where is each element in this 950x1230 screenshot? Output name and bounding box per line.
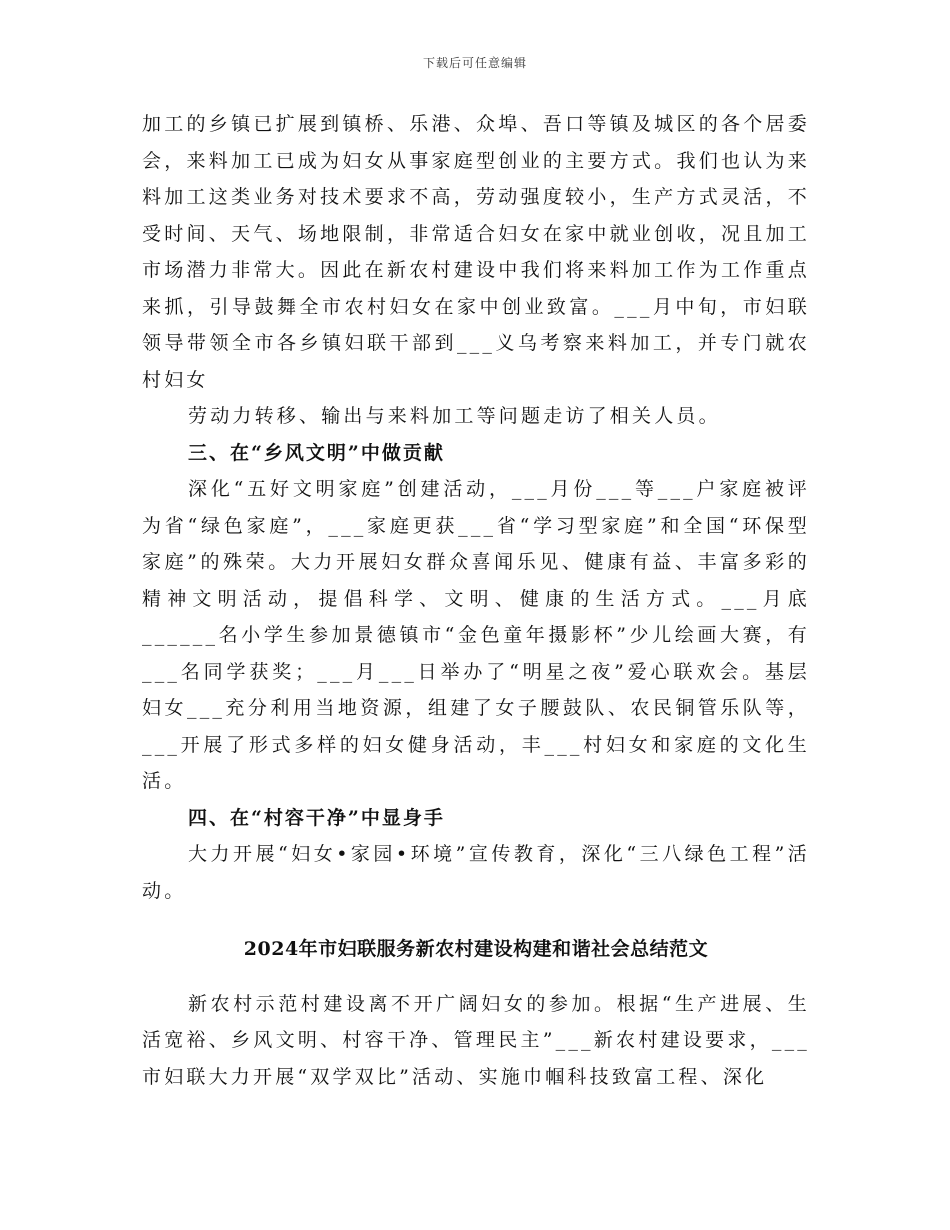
- paragraph-labor-transfer: 劳动力转移、输出与来料加工等问题走访了相关人员。: [188, 405, 721, 427]
- paragraph-demo-village: 新农村示范村建设离不开广阔妇女的参加。根据“生产进展、生活宽裕、乡风文明、村容干净、管理民主”___新农村建设要求，___市妇联大力开展“双学双比”活动、实施巾帼科技致富工程、深化: [142, 992, 810, 1088]
- document-body: [142, 106, 810, 1095]
- document-title: 2024年市妇联服务新农村建设构建和谐社会总结范文: [243, 938, 709, 960]
- section-heading-rural-civility: 三、在“乡风文明”中做贡献: [188, 441, 445, 464]
- paragraph-civility-activities: 深化“五好文明家庭”创建活动，___月份___等___户家庭被评为省“绿色家庭”，___家庭更获___省“学习型家庭”和全国“环保型家庭”的殊荣。大力开展妇女群众喜闻乐见、健康有益、丰富多彩的精神文明活动，提倡科学、文明、健康的生活方式。___月底______名小学生参加景德镇市“金色童年摄影杯”少儿绘画大赛，有___名同学获奖；___月___日举办了“明星之夜”爱心联欢会。基层妇女___充分利用当地资源，组建了女子腰鼓队、农民铜管乐队等，___开展了形式多样的妇女健身活动，丰___村妇女和家庭的文化生活。: [142, 478, 810, 792]
- paragraph-continued: 加工的乡镇已扩展到镇桥、乐港、众埠、吾口等镇及城区的各个居委会，来料加工已成为妇女从事家庭型创业的主要方式。我们也认为来料加工这类业务对技术要求不高，劳动强度较小，生产方式灵活，不受时间、天气、场地限制，非常适合妇女在家中就业创收，况且加工市场潜力非常大。因此在新农村建设中我们将来料加工作为工作重点来抓，引导鼓舞全市农村妇女在家中创业致富。___月中旬，市妇联领导带领全市各乡镇妇联干部到___义乌考察来料加工，并专门就农村妇女: [142, 113, 810, 391]
- section-heading-clean-village: 四、在“村容干净”中显身手: [188, 806, 445, 829]
- paragraph-environment: 大力开展“妇女•家园•环境”宣传教育，深化“三八绿色工程”活动。: [142, 843, 810, 902]
- page-header-note: 下载后可任意编辑: [422, 56, 527, 70]
